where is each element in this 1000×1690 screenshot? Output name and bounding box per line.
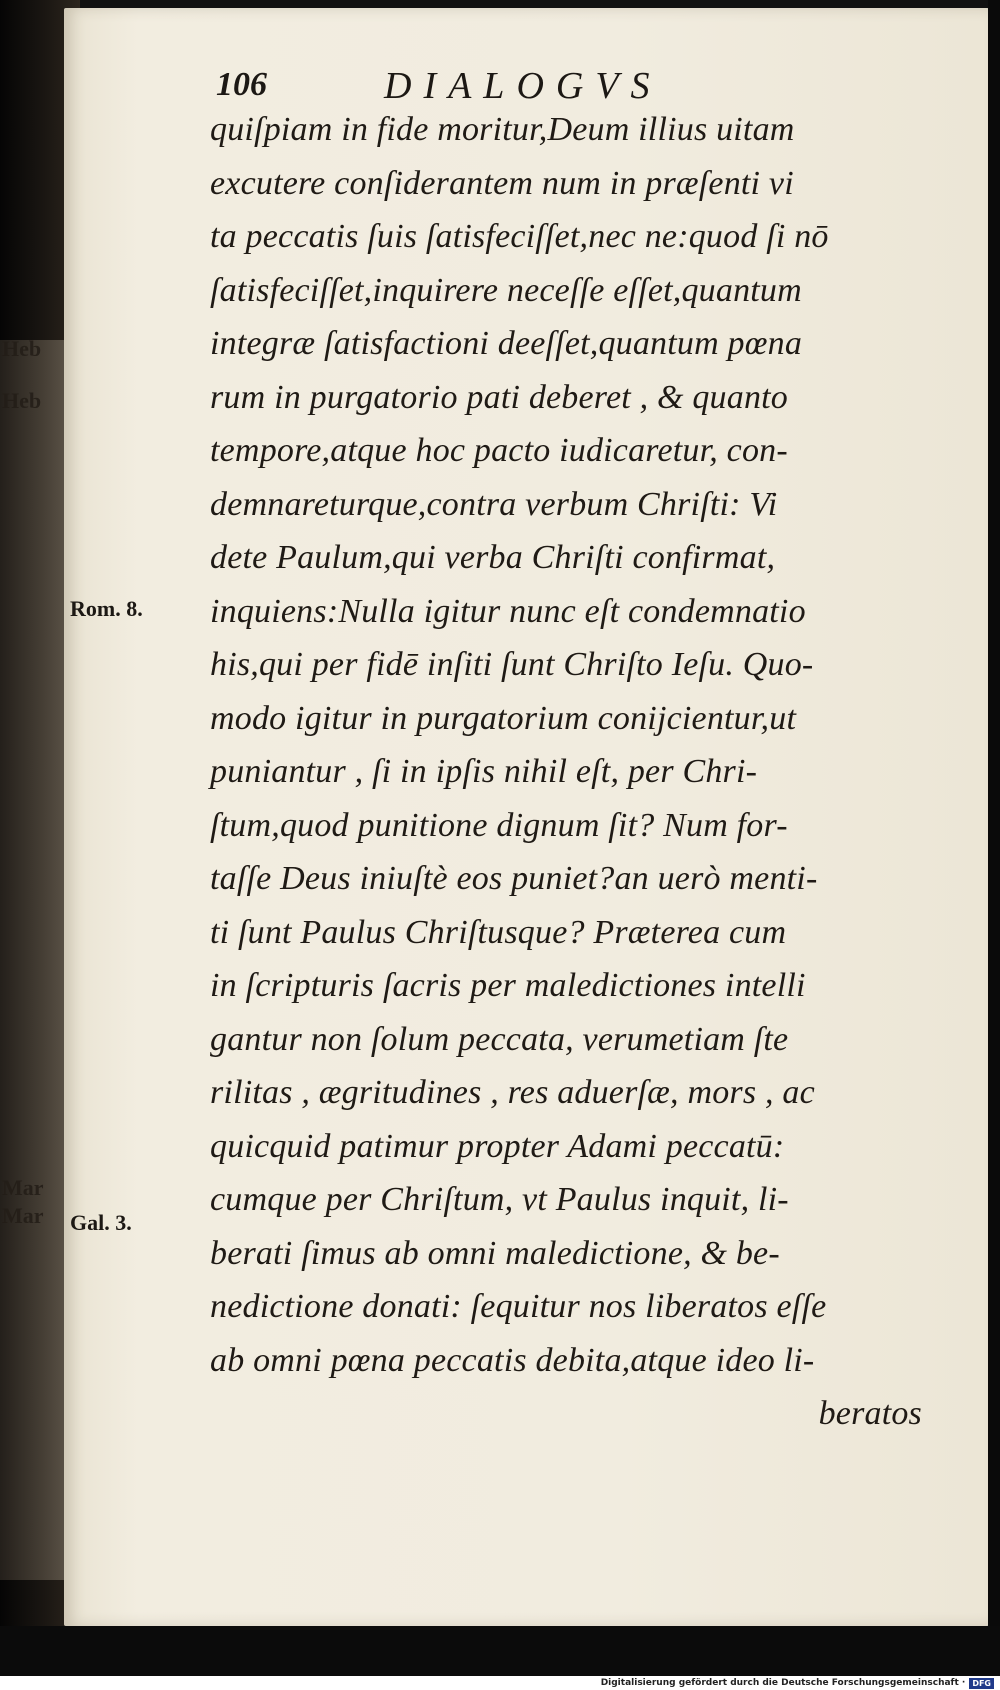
running-title: DIALOGVS <box>384 65 662 107</box>
bottom-scan-border <box>0 1626 1000 1676</box>
page-number: 106 <box>216 66 267 103</box>
body-text <box>210 103 940 1441</box>
text-line: excutere conſiderantem num in præſenti vi <box>210 164 794 202</box>
text-line: quiſpiam in fide moritur,Deum illius uitam <box>210 111 795 148</box>
digitization-footer <box>0 1676 1000 1690</box>
text-line: demnareturque,contra verbum Chriſti: Vi <box>210 485 778 523</box>
margin-note-rom-8: Rom. 8. <box>70 596 143 621</box>
text-line: berati ſimus ab omni maledictione, & be- <box>210 1234 780 1272</box>
text-line: nedictione donati: ſequitur nos liberatos eſſe <box>210 1288 827 1325</box>
text-line: quicquid patimur propter Adami peccatū: <box>210 1127 785 1165</box>
dfg-logo-icon: DFG <box>969 1678 994 1689</box>
text-line: in ſcripturis ſacris per maledictiones intelli <box>210 967 806 1004</box>
margin-note-mar-1: Mar <box>2 1175 44 1200</box>
text-line: inquiens:Nulla igitur nunc eſt condemnatio <box>210 592 806 630</box>
catchword: beratos <box>818 1395 922 1432</box>
right-book-edge <box>988 0 1000 1690</box>
text-line: rum in purgatorio pati deberet , & quanto <box>210 378 788 416</box>
text-line: his,qui per fidē inſiti ſunt Chriſto Ieſu. Quo- <box>210 646 814 683</box>
text-line: ta peccatis ſuis ſatisfeciſſet,nec ne:quod ſi nō <box>210 218 829 255</box>
text-line: tempore,atque hoc pacto iudicaretur, con- <box>210 432 788 469</box>
text-line: dete Paulum,qui verba Chriſti confirmat, <box>210 539 776 576</box>
text-line: cumque per Chriſtum, vt Paulus inquit, li- <box>210 1181 789 1218</box>
text-line: integræ ſatisfactioni deeſſet,quantum pœna <box>210 325 803 362</box>
text-line: gantur non ſolum peccata, verumetiam ſte <box>210 1020 789 1058</box>
margin-note-heb-1: Heb <box>2 336 42 361</box>
footer-credit: Digitalisierung gefördert durch die Deutsche Forschungsgemeinschaft · <box>600 1678 966 1688</box>
text-line: ti ſunt Paulus Chriſtusque? Præterea cum <box>210 913 787 951</box>
margin-note-heb-2: Heb <box>2 388 42 413</box>
text-line: ab omni pœna peccatis debita,atque ideo li- <box>210 1341 815 1379</box>
text-line: taſſe Deus iniuſtè eos puniet?an uerò menti- <box>210 860 818 897</box>
margin-note-mar-2: Mar <box>2 1203 44 1228</box>
margin-note-gal-3: Gal. 3. <box>70 1210 132 1235</box>
text-line: ſtum,quod punitione dignum ſit? Num for- <box>210 806 788 844</box>
text-line: ſatisfeciſſet,inquirere neceſſe eſſet,quantum <box>210 271 802 309</box>
text-line: puniantur , ſi in ipſis nihil eſt, per Chri- <box>210 753 758 790</box>
text-line: rilitas , ægritudines , res aduerſæ, mors , ac <box>210 1074 815 1111</box>
text-line: modo igitur in purgatorium conijcientur,ut <box>210 699 797 737</box>
previous-page-margin <box>0 340 72 1580</box>
